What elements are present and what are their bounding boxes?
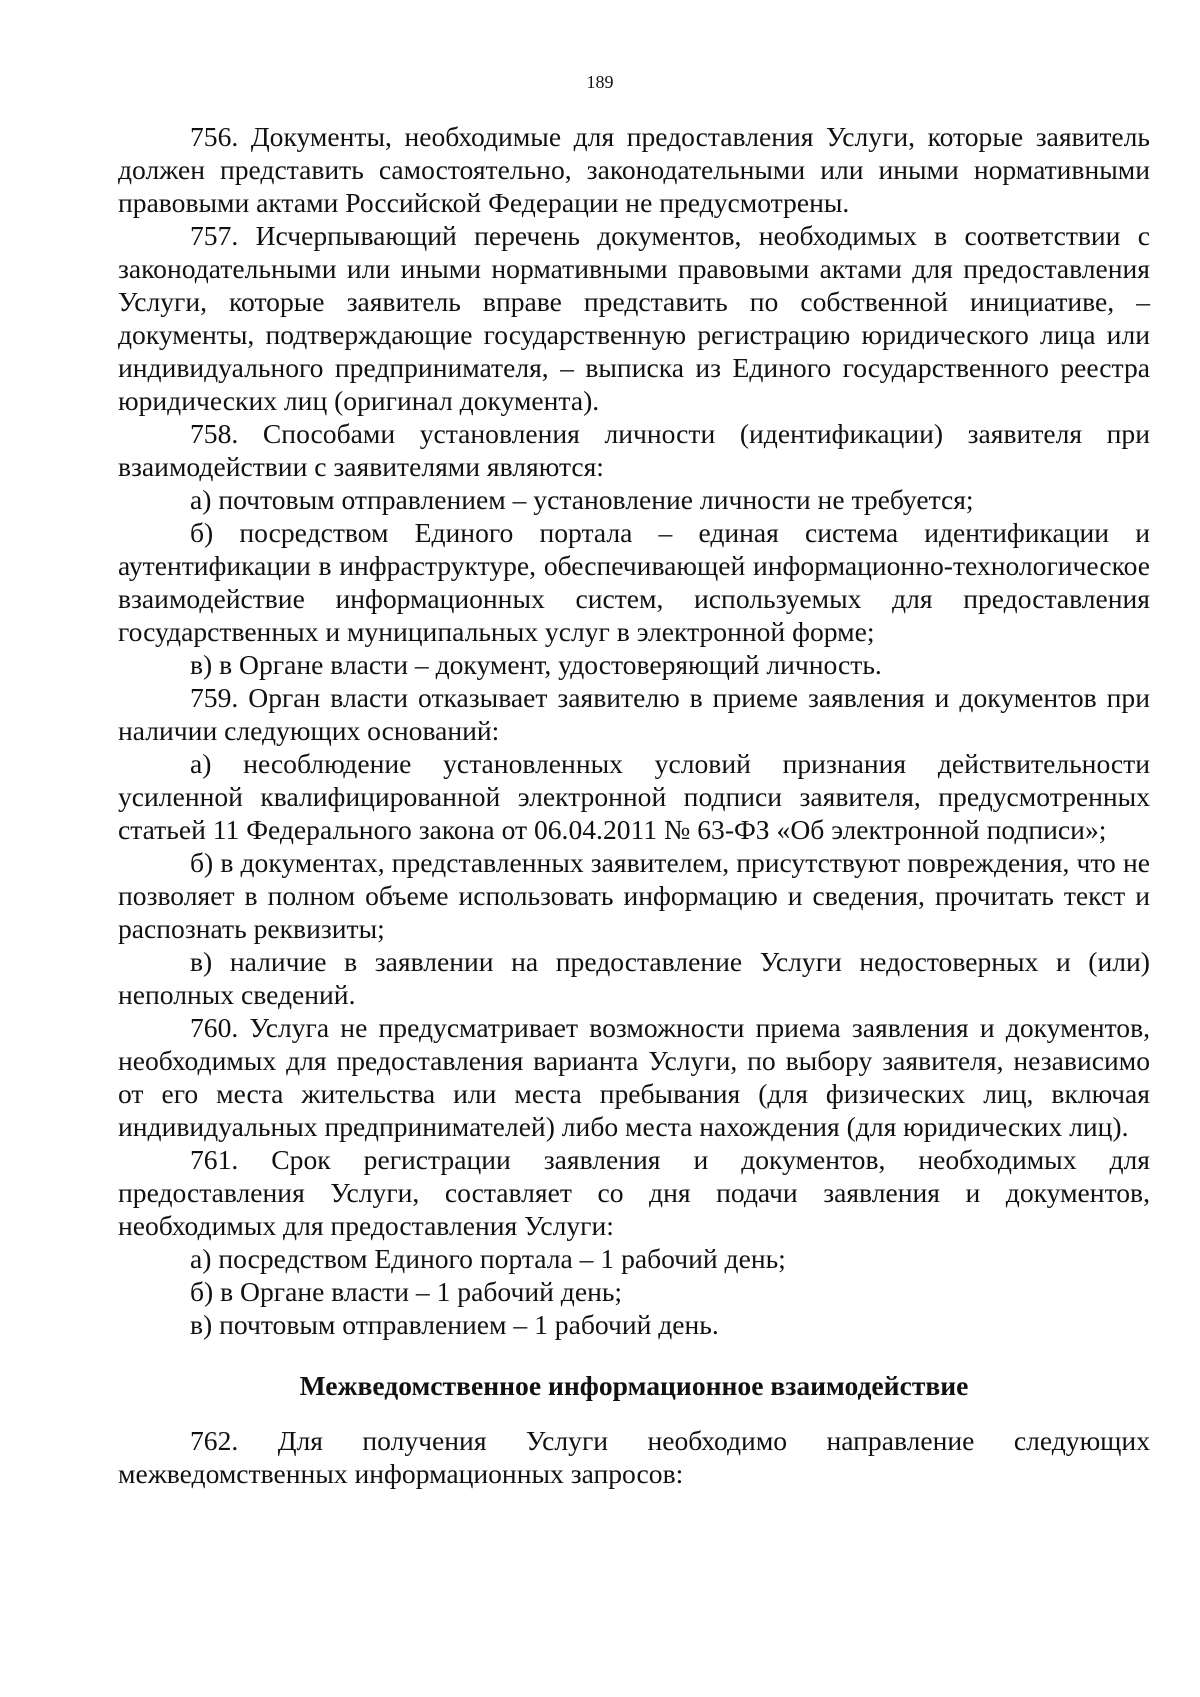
paragraph-756: 756. Документы, необходимые для предоставления Услуги, которые заявитель должен представить самостоятельно, законодательными или иными нормативными правовыми актами Российской Федерации не предусмотрены. (118, 121, 1150, 218)
document-body (118, 120, 1150, 1490)
list-item-758-v: в) в Органе власти – документ, удостоверяющий личность. (190, 649, 882, 680)
list-item-761-v: в) почтовым отправлением – 1 рабочий день. (190, 1309, 719, 1340)
list-item-761-b: б) в Органе власти – 1 рабочий день; (190, 1276, 623, 1307)
paragraph-759: 759. Орган власти отказывает заявителю в приеме заявления и документов при наличии следующих оснований: (118, 682, 1150, 746)
list-item-759-v: в) наличие в заявлении на предоставление Услуги недостоверных и (или) неполных сведений. (118, 946, 1150, 1010)
paragraph-760: 760. Услуга не предусматривает возможности приема заявления и документов, необходимых для предоставления варианта Услуги, по выбору заявителя, независимо от его места жительства или места пребывания (для физических лиц, включая индивидуальных предпринимателей) либо места нахождения (для юридических лиц). (118, 1012, 1150, 1142)
page-number: 189 (586, 72, 614, 92)
paragraph-757: 757. Исчерпывающий перечень документов, необходимых в соответствии с законодательными или иными нормативными правовыми актами для предоставления Услуги, которые заявитель вправе представить по собственной инициативе, – документы, подтверждающие государственную регистрацию юридического лица или индивидуального предпринимателя, – выписка из Единого государственного реестра юридических лиц (оригинал документа). (118, 220, 1150, 416)
list-item-759-a: а) несоблюдение установленных условий признания действительности усиленной квалифицированной электронной подписи заявителя, предусмотренных статьей 11 Федерального закона от 06.04.2011 № 63-ФЗ «Об электронной подписи»; (118, 748, 1150, 845)
paragraph-762: 762. Для получения Услуги необходимо направление следующих межведомственных информационных запросов: (118, 1425, 1150, 1489)
paragraph-758: 758. Способами установления личности (идентификации) заявителя при взаимодействии с заявителями являются: (118, 418, 1150, 482)
list-item-758-b: б) посредством Единого портала – единая система идентификации и аутентификации в инфраструктуре, обеспечивающей информационно-технологическое взаимодействие информационных систем, используемых для предоставления государственных и муниципальных услуг в электронной форме; (118, 517, 1150, 647)
list-item-761-a: а) посредством Единого портала – 1 рабочий день; (190, 1243, 786, 1274)
list-item-758-a: а) почтовым отправлением – установление личности не требуется; (190, 484, 974, 515)
section-heading: Межведомственное информационное взаимодействие (299, 1370, 969, 1401)
list-item-759-b: б) в документах, представленных заявителем, присутствуют повреждения, что не позволяет в полном объеме использовать информацию и сведения, прочитать текст и распознать реквизиты; (118, 847, 1150, 944)
paragraph-761: 761. Срок регистрации заявления и документов, необходимых для предоставления Услуги, составляет со дня подачи заявления и документов, необходимых для предоставления Услуги: (118, 1144, 1150, 1241)
